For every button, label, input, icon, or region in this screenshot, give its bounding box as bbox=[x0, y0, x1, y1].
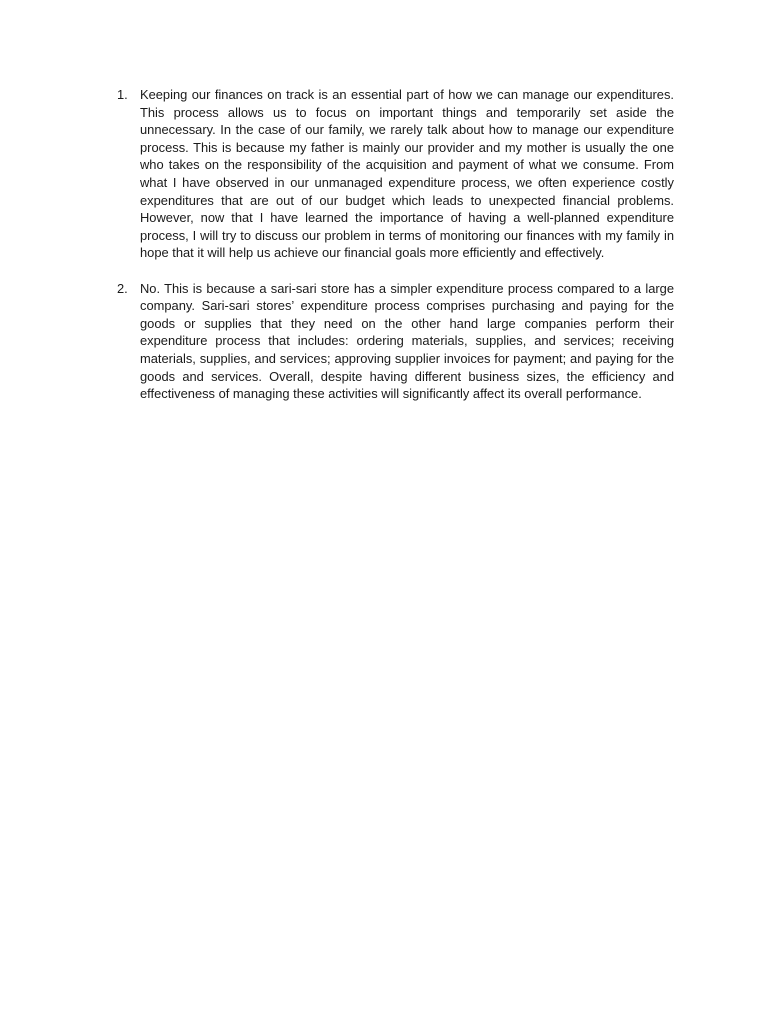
list-item-text: No. This is because a sari-sari store has a simpler expenditure process compared to a large company. Sari-sari stores’ expenditure process comprises purchasing and paying for the goods or supplies that they need on the other hand large companies perform their expenditure process that includes: ordering materials, supplies, and services; receiving materials, supplies, and services; approving supplier invoices for payment; and paying for the goods and services. Overall, despite having different business sizes, the efficiency and effectiveness of managing these activities will significantly affect its overall performance. bbox=[140, 280, 674, 402]
list-item-number: 1. bbox=[117, 87, 128, 102]
list-item bbox=[117, 280, 674, 403]
list-item-text: Keeping our finances on track is an essential part of how we can manage our expenditures. This process allows us to focus on important things and temporarily set aside the unnecessary. In the case of our family, we rarely talk about how to manage our expenditure process. This is because my father is mainly our provider and my mother is usually the one who takes on the responsibility of the acquisition and payment of what we consume. From what I have observed in our unmanaged expenditure process, we often experience costly expenditures that are out of our budget which leads to unexpected financial problems. However, now that I have learned the importance of having a well-planned expenditure process, I will try to discuss our problem in terms of monitoring our finances with my family in hope that it will help us achieve our financial goals more efficiently and effectively. bbox=[140, 87, 674, 261]
numbered-list bbox=[117, 86, 674, 403]
list-item bbox=[117, 86, 674, 262]
list-item-number: 2. bbox=[117, 280, 128, 296]
